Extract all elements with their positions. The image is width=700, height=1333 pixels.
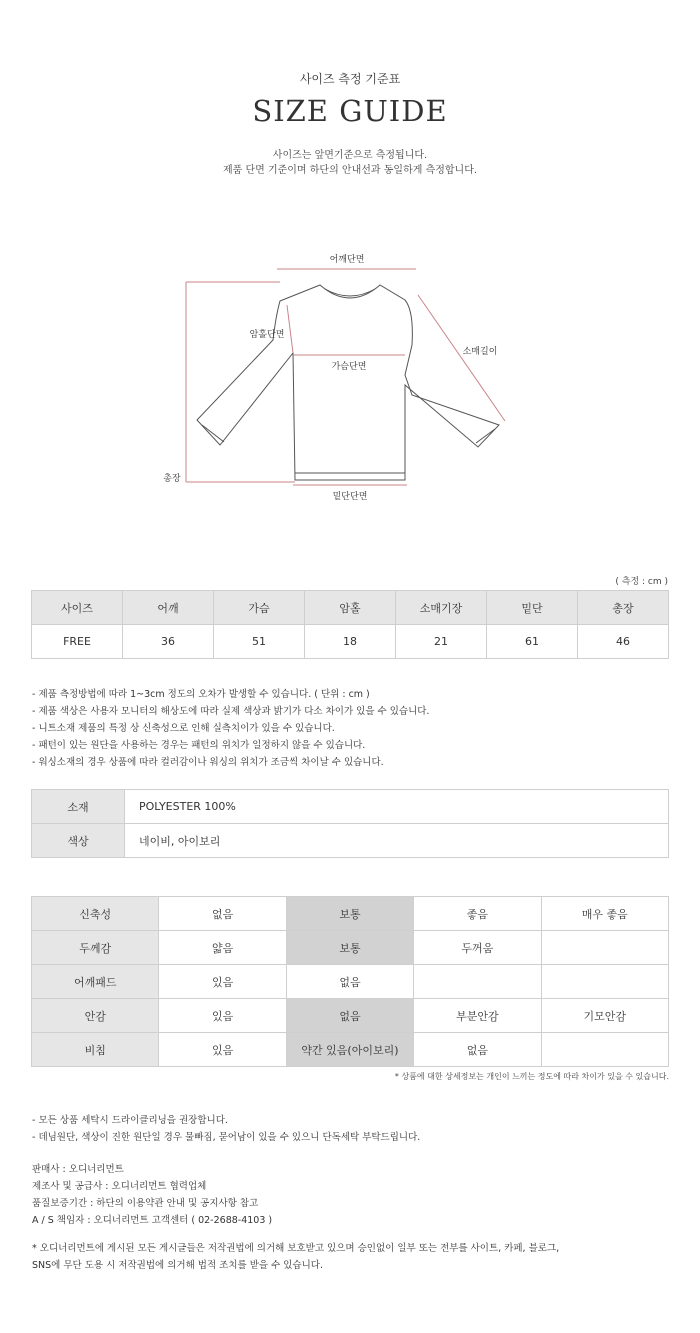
feel-cell-selected: 약간 있음(아이보리) — [286, 1033, 413, 1067]
size-header-cell: 총장 — [578, 591, 669, 625]
feel-label: 두께감 — [32, 931, 159, 965]
page-title-korean: 사이즈 측정 기준표 — [299, 72, 401, 86]
color-label: 색상 — [32, 824, 125, 858]
company-line: 제조사 및 공급사 : 오디너리먼트 협력업체 — [32, 1181, 207, 1192]
size-cell: 61 — [487, 625, 578, 659]
feel-cell — [541, 931, 668, 965]
feel-cell: 좋음 — [414, 897, 541, 931]
feel-cell: 없음 — [159, 897, 286, 931]
garment-diagram — [150, 245, 550, 515]
table-row — [32, 931, 669, 965]
shoulder-label: 어깨단면 — [329, 255, 365, 265]
intro-text — [0, 148, 700, 178]
measurement-notes — [32, 686, 429, 771]
feel-cell-selected: 보통 — [286, 897, 413, 931]
size-cell: 36 — [123, 625, 214, 659]
feel-cell-selected: 없음 — [286, 999, 413, 1033]
table-row — [32, 824, 669, 858]
size-table — [31, 590, 669, 659]
company-line: A / S 책임자 : 오디너리먼트 고객센터 ( 02-2688-4103 ) — [32, 1215, 273, 1226]
feel-cell: 없음 — [286, 965, 413, 999]
hem-label: 밑단단면 — [332, 492, 368, 502]
note-line: - 제품 측정방법에 따라 1~3cm 정도의 오차가 발생할 수 있습니다. ( 단위 : cm ) — [32, 689, 370, 700]
feel-table-note: * 상품에 대한 상세정보는 개인이 느끼는 정도에 따라 차이가 있을 수 있습니다. — [394, 1072, 669, 1081]
copyright-notice — [32, 1240, 559, 1274]
feel-cell: 있음 — [159, 1033, 286, 1067]
table-row — [32, 965, 669, 999]
feel-cell: 부분안감 — [414, 999, 541, 1033]
size-header-cell: 암홀 — [305, 591, 396, 625]
size-cell: 46 — [578, 625, 669, 659]
care-instructions — [32, 1112, 420, 1146]
feel-label: 안감 — [32, 999, 159, 1033]
length-label: 총장 — [163, 474, 181, 484]
note-line: - 패턴이 있는 원단을 사용하는 경우는 패턴의 위치가 일정하지 않을 수 있습니다. — [32, 740, 366, 751]
size-header-cell: 사이즈 — [32, 591, 123, 625]
feel-cell: 얇음 — [159, 931, 286, 965]
material-label: 소재 — [32, 790, 125, 824]
size-header-cell: 소매기장 — [396, 591, 487, 625]
sleeve-label: 소매길이 — [462, 347, 498, 357]
unit-note: ( 측정 : cm ) — [615, 577, 668, 587]
table-row — [32, 625, 669, 659]
size-cell: 18 — [305, 625, 396, 659]
feel-cell — [541, 965, 668, 999]
material-table — [31, 789, 669, 858]
feel-cell — [541, 1033, 668, 1067]
care-line: - 데님원단, 색상이 진한 원단일 경우 물빠짐, 묻어남이 있을 수 있으니 단독세탁 부탁드립니다. — [32, 1132, 421, 1143]
note-line: - 워싱소재의 경우 상품에 따라 컬러감이나 워싱의 위치가 조금씩 차이날 수 있습니다. — [32, 757, 384, 768]
intro-line: 사이즈는 앞면기준으로 측정됩니다. — [272, 150, 428, 161]
feel-cell: 있음 — [159, 999, 286, 1033]
table-row — [32, 1033, 669, 1067]
sweater-outline — [197, 285, 499, 480]
feel-cell: 매우 좋음 — [541, 897, 668, 931]
company-line: 판매사 : 오디너리먼트 — [32, 1164, 124, 1175]
size-header-cell: 밑단 — [487, 591, 578, 625]
material-value: POLYESTER 100% — [125, 790, 669, 824]
copyright-line: * 오디너리먼트에 게시된 모든 게시글들은 저작권법에 의거해 보호받고 있으며 승인없이 일부 또는 전부를 사이트, 카페, 블로그, — [32, 1243, 560, 1254]
page-title: SIZE GUIDE — [252, 94, 448, 128]
size-cell: 51 — [214, 625, 305, 659]
feel-cell — [414, 965, 541, 999]
table-row — [32, 999, 669, 1033]
feel-cell: 기모안감 — [541, 999, 668, 1033]
care-line: - 모든 상품 세탁시 드라이클리닝을 권장합니다. — [32, 1115, 228, 1126]
feel-label: 신축성 — [32, 897, 159, 931]
copyright-line: SNS에 무단 도용 시 저작권법에 의거해 법적 조치를 받을 수 있습니다. — [32, 1260, 323, 1271]
note-line: - 제품 색상은 사용자 모니터의 해상도에 따라 실제 색상과 밝기가 다소 차이가 있을 수 있습니다. — [32, 706, 430, 717]
feel-cell: 없음 — [414, 1033, 541, 1067]
size-header-cell: 어깨 — [123, 591, 214, 625]
feel-cell-selected: 보통 — [286, 931, 413, 965]
size-header-cell: 가슴 — [214, 591, 305, 625]
size-cell: 21 — [396, 625, 487, 659]
feel-label: 어깨패드 — [32, 965, 159, 999]
fabric-feel-table — [31, 896, 669, 1067]
feel-label: 비침 — [32, 1033, 159, 1067]
intro-line: 제품 단면 기준이며 하단의 안내선과 동일하게 측정합니다. — [222, 165, 478, 176]
feel-cell: 있음 — [159, 965, 286, 999]
color-value: 네이비, 아이보리 — [125, 824, 669, 858]
armhole-label: 암홀단면 — [249, 330, 285, 340]
table-row — [32, 790, 669, 824]
table-row — [32, 897, 669, 931]
chest-label: 가슴단면 — [331, 362, 367, 372]
note-line: - 니트소재 제품의 특정 상 신축성으로 인해 실측치이가 있을 수 있습니다. — [32, 723, 335, 734]
feel-cell: 두꺼움 — [414, 931, 541, 965]
size-table-header — [32, 591, 669, 625]
company-line: 품질보증기간 : 하단의 이용약관 안내 및 공지사항 참고 — [32, 1198, 259, 1209]
size-cell: FREE — [32, 625, 123, 659]
company-info — [32, 1161, 272, 1229]
